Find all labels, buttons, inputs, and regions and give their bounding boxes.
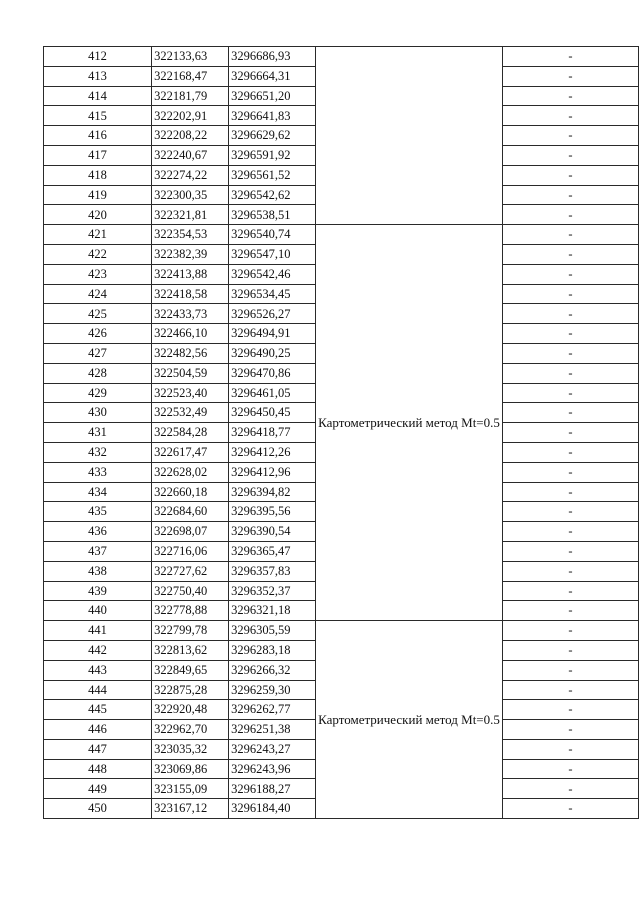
- point-number-cell: 434: [44, 482, 152, 502]
- note-cell: -: [502, 284, 638, 304]
- x-coordinate-cell: 322181,79: [152, 86, 229, 106]
- note-cell: -: [502, 324, 638, 344]
- x-coordinate-cell: 322684,60: [152, 502, 229, 522]
- x-coordinate-cell: 322628,02: [152, 462, 229, 482]
- x-coordinate-cell: 322799,78: [152, 621, 229, 641]
- note-cell: -: [502, 779, 638, 799]
- y-coordinate-cell: 3296412,96: [229, 462, 316, 482]
- y-coordinate-cell: 3296412,26: [229, 442, 316, 462]
- x-coordinate-cell: 322875,28: [152, 680, 229, 700]
- method-cell: Картометрический метод Mt=0.5: [316, 225, 503, 621]
- x-coordinate-cell: 322584,28: [152, 423, 229, 443]
- point-number-cell: 415: [44, 106, 152, 126]
- x-coordinate-cell: 323167,12: [152, 799, 229, 819]
- note-cell: -: [502, 66, 638, 86]
- y-coordinate-cell: 3296641,83: [229, 106, 316, 126]
- y-coordinate-cell: 3296547,10: [229, 244, 316, 264]
- y-coordinate-cell: 3296357,83: [229, 561, 316, 581]
- note-cell: -: [502, 640, 638, 660]
- note-cell: -: [502, 185, 638, 205]
- y-coordinate-cell: 3296305,59: [229, 621, 316, 641]
- x-coordinate-cell: 322716,06: [152, 541, 229, 561]
- point-number-cell: 428: [44, 363, 152, 383]
- note-cell: -: [502, 106, 638, 126]
- y-coordinate-cell: 3296251,38: [229, 720, 316, 740]
- point-number-cell: 417: [44, 145, 152, 165]
- note-cell: -: [502, 47, 638, 67]
- x-coordinate-cell: 322962,70: [152, 720, 229, 740]
- point-number-cell: 433: [44, 462, 152, 482]
- note-cell: -: [502, 700, 638, 720]
- y-coordinate-cell: 3296561,52: [229, 165, 316, 185]
- point-number-cell: 443: [44, 660, 152, 680]
- point-number-cell: 445: [44, 700, 152, 720]
- table-row: [44, 621, 639, 641]
- y-coordinate-cell: 3296470,86: [229, 363, 316, 383]
- y-coordinate-cell: 3296542,46: [229, 264, 316, 284]
- point-number-cell: 436: [44, 522, 152, 542]
- note-cell: -: [502, 264, 638, 284]
- x-coordinate-cell: 322413,88: [152, 264, 229, 284]
- table-row: [44, 47, 639, 67]
- point-number-cell: 449: [44, 779, 152, 799]
- y-coordinate-cell: 3296542,62: [229, 185, 316, 205]
- point-number-cell: 426: [44, 324, 152, 344]
- note-cell: -: [502, 561, 638, 581]
- point-number-cell: 419: [44, 185, 152, 205]
- y-coordinate-cell: 3296664,31: [229, 66, 316, 86]
- point-number-cell: 431: [44, 423, 152, 443]
- y-coordinate-cell: 3296494,91: [229, 324, 316, 344]
- x-coordinate-cell: 322354,53: [152, 225, 229, 245]
- y-coordinate-cell: 3296686,93: [229, 47, 316, 67]
- note-cell: -: [502, 581, 638, 601]
- x-coordinate-cell: 322617,47: [152, 442, 229, 462]
- point-number-cell: 440: [44, 601, 152, 621]
- x-coordinate-cell: 322321,81: [152, 205, 229, 225]
- table-row: [44, 225, 639, 245]
- point-number-cell: 422: [44, 244, 152, 264]
- x-coordinate-cell: 322523,40: [152, 383, 229, 403]
- point-number-cell: 418: [44, 165, 152, 185]
- y-coordinate-cell: 3296365,47: [229, 541, 316, 561]
- x-coordinate-cell: 322727,62: [152, 561, 229, 581]
- x-coordinate-cell: 322813,62: [152, 640, 229, 660]
- point-number-cell: 446: [44, 720, 152, 740]
- note-cell: -: [502, 343, 638, 363]
- note-cell: -: [502, 759, 638, 779]
- point-number-cell: 447: [44, 739, 152, 759]
- x-coordinate-cell: 323155,09: [152, 779, 229, 799]
- point-number-cell: 444: [44, 680, 152, 700]
- point-number-cell: 435: [44, 502, 152, 522]
- x-coordinate-cell: 322382,39: [152, 244, 229, 264]
- note-cell: -: [502, 165, 638, 185]
- note-cell: -: [502, 482, 638, 502]
- note-cell: -: [502, 720, 638, 740]
- y-coordinate-cell: 3296321,18: [229, 601, 316, 621]
- note-cell: -: [502, 383, 638, 403]
- x-coordinate-cell: 322466,10: [152, 324, 229, 344]
- point-number-cell: 442: [44, 640, 152, 660]
- note-cell: -: [502, 244, 638, 264]
- point-number-cell: 438: [44, 561, 152, 581]
- point-number-cell: 424: [44, 284, 152, 304]
- point-number-cell: 432: [44, 442, 152, 462]
- point-number-cell: 437: [44, 541, 152, 561]
- note-cell: -: [502, 442, 638, 462]
- note-cell: -: [502, 304, 638, 324]
- x-coordinate-cell: 322433,73: [152, 304, 229, 324]
- note-cell: -: [502, 739, 638, 759]
- y-coordinate-cell: 3296450,45: [229, 403, 316, 423]
- x-coordinate-cell: 322300,35: [152, 185, 229, 205]
- point-number-cell: 441: [44, 621, 152, 641]
- note-cell: -: [502, 86, 638, 106]
- x-coordinate-cell: 323069,86: [152, 759, 229, 779]
- note-cell: -: [502, 126, 638, 146]
- x-coordinate-cell: 322418,58: [152, 284, 229, 304]
- y-coordinate-cell: 3296540,74: [229, 225, 316, 245]
- x-coordinate-cell: 322920,48: [152, 700, 229, 720]
- point-number-cell: 448: [44, 759, 152, 779]
- method-cell: [316, 47, 503, 225]
- x-coordinate-cell: 322849,65: [152, 660, 229, 680]
- x-coordinate-cell: 322698,07: [152, 522, 229, 542]
- x-coordinate-cell: 322202,91: [152, 106, 229, 126]
- x-coordinate-cell: 322778,88: [152, 601, 229, 621]
- note-cell: -: [502, 680, 638, 700]
- note-cell: -: [502, 423, 638, 443]
- point-number-cell: 430: [44, 403, 152, 423]
- y-coordinate-cell: 3296490,25: [229, 343, 316, 363]
- point-number-cell: 412: [44, 47, 152, 67]
- point-number-cell: 427: [44, 343, 152, 363]
- note-cell: -: [502, 205, 638, 225]
- x-coordinate-cell: 322274,22: [152, 165, 229, 185]
- y-coordinate-cell: 3296243,96: [229, 759, 316, 779]
- y-coordinate-cell: 3296534,45: [229, 284, 316, 304]
- note-cell: -: [502, 621, 638, 641]
- y-coordinate-cell: 3296591,92: [229, 145, 316, 165]
- note-cell: -: [502, 799, 638, 819]
- y-coordinate-cell: 3296259,30: [229, 680, 316, 700]
- y-coordinate-cell: 3296629,62: [229, 126, 316, 146]
- x-coordinate-cell: 322168,47: [152, 66, 229, 86]
- note-cell: -: [502, 660, 638, 680]
- coordinates-table: [43, 46, 639, 819]
- point-number-cell: 439: [44, 581, 152, 601]
- y-coordinate-cell: 3296243,27: [229, 739, 316, 759]
- method-cell: Картометрический метод Mt=0.5: [316, 621, 503, 819]
- y-coordinate-cell: 3296352,37: [229, 581, 316, 601]
- y-coordinate-cell: 3296538,51: [229, 205, 316, 225]
- note-cell: -: [502, 522, 638, 542]
- note-cell: -: [502, 403, 638, 423]
- point-number-cell: 425: [44, 304, 152, 324]
- note-cell: -: [502, 502, 638, 522]
- y-coordinate-cell: 3296418,77: [229, 423, 316, 443]
- y-coordinate-cell: 3296526,27: [229, 304, 316, 324]
- note-cell: -: [502, 541, 638, 561]
- y-coordinate-cell: 3296651,20: [229, 86, 316, 106]
- point-number-cell: 416: [44, 126, 152, 146]
- coordinates-table-body: [44, 47, 639, 819]
- point-number-cell: 429: [44, 383, 152, 403]
- x-coordinate-cell: 322660,18: [152, 482, 229, 502]
- x-coordinate-cell: 322133,63: [152, 47, 229, 67]
- x-coordinate-cell: 322208,22: [152, 126, 229, 146]
- point-number-cell: 420: [44, 205, 152, 225]
- note-cell: -: [502, 145, 638, 165]
- y-coordinate-cell: 3296390,54: [229, 522, 316, 542]
- note-cell: -: [502, 462, 638, 482]
- point-number-cell: 413: [44, 66, 152, 86]
- x-coordinate-cell: 322750,40: [152, 581, 229, 601]
- y-coordinate-cell: 3296283,18: [229, 640, 316, 660]
- y-coordinate-cell: 3296395,56: [229, 502, 316, 522]
- y-coordinate-cell: 3296266,32: [229, 660, 316, 680]
- point-number-cell: 414: [44, 86, 152, 106]
- note-cell: -: [502, 363, 638, 383]
- y-coordinate-cell: 3296184,40: [229, 799, 316, 819]
- x-coordinate-cell: 322482,56: [152, 343, 229, 363]
- y-coordinate-cell: 3296394,82: [229, 482, 316, 502]
- note-cell: -: [502, 601, 638, 621]
- x-coordinate-cell: 322532,49: [152, 403, 229, 423]
- point-number-cell: 423: [44, 264, 152, 284]
- x-coordinate-cell: 322504,59: [152, 363, 229, 383]
- note-cell: -: [502, 225, 638, 245]
- point-number-cell: 421: [44, 225, 152, 245]
- x-coordinate-cell: 322240,67: [152, 145, 229, 165]
- point-number-cell: 450: [44, 799, 152, 819]
- x-coordinate-cell: 323035,32: [152, 739, 229, 759]
- y-coordinate-cell: 3296188,27: [229, 779, 316, 799]
- y-coordinate-cell: 3296262,77: [229, 700, 316, 720]
- y-coordinate-cell: 3296461,05: [229, 383, 316, 403]
